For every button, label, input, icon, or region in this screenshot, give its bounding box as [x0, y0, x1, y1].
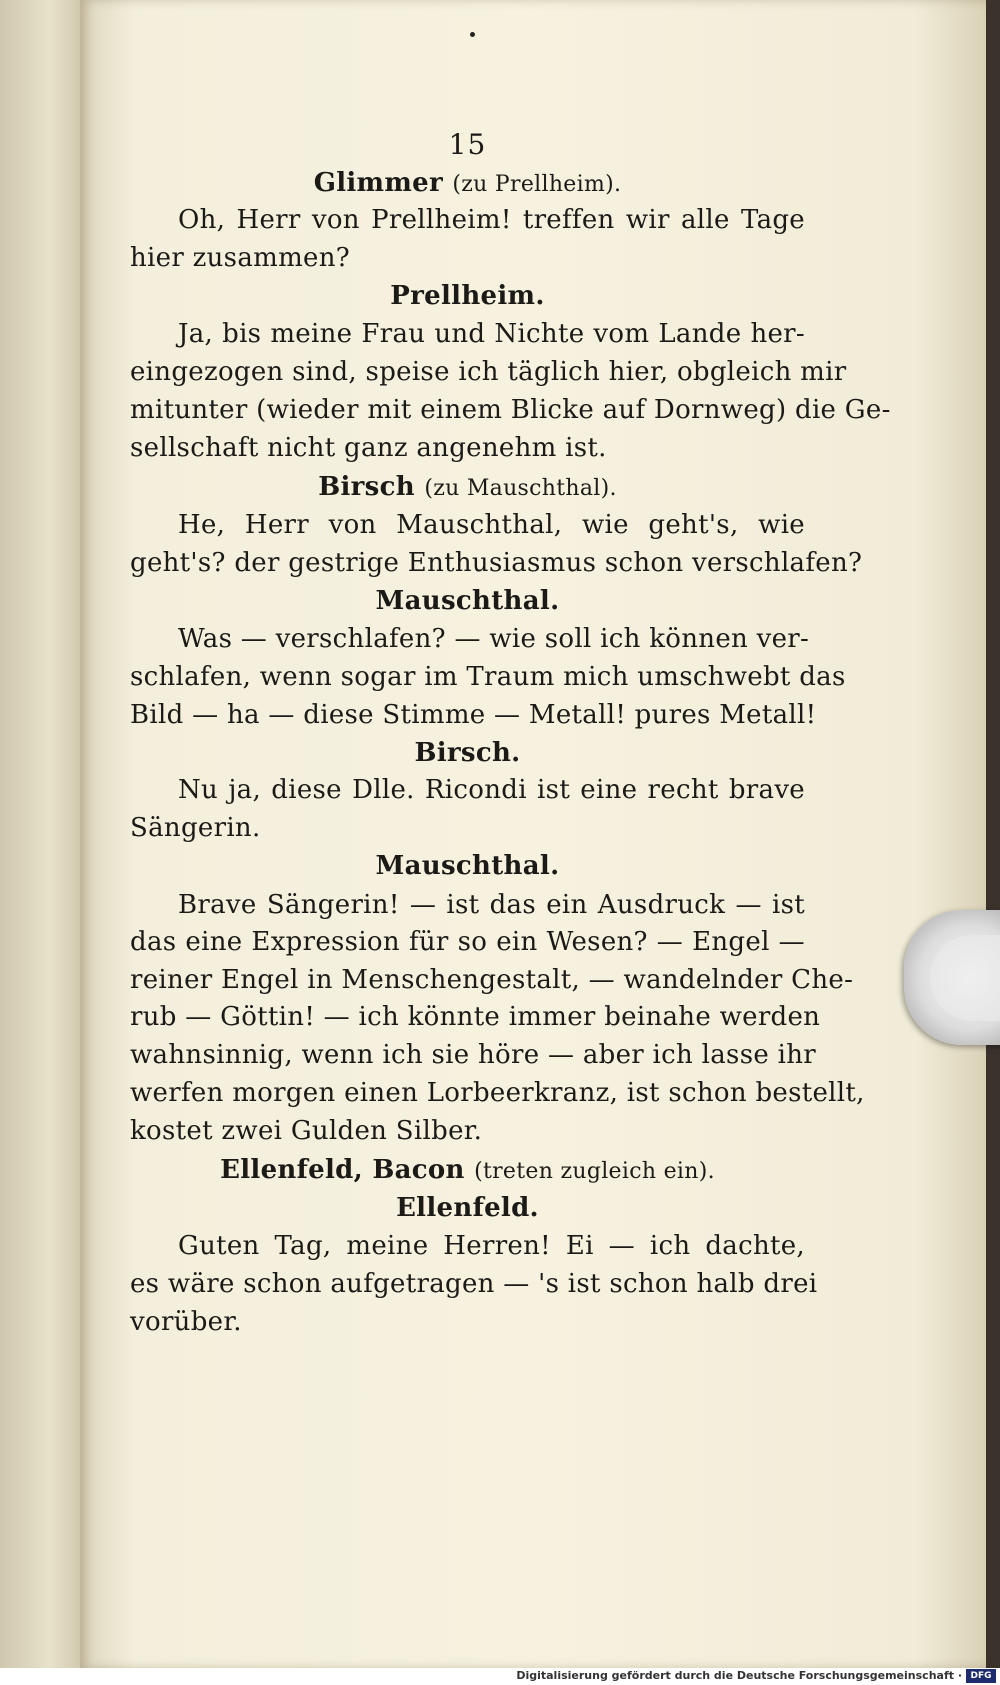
text-line: He, Herr von Mauschthal, wie geht's, wie [178, 510, 805, 540]
speaker-heading [130, 581, 805, 621]
text-line: sellschaft nicht ganz angenehm ist. [130, 433, 607, 463]
speaker-heading [130, 1150, 805, 1192]
speaker-name: Ellenfeld. [396, 1193, 539, 1223]
text-line: Was — verschlafen? — wie soll ich können ver- [178, 624, 810, 654]
speaker-heading [130, 1188, 805, 1228]
stage-direction: (zu Mauschthal). [424, 476, 617, 501]
speaker-heading [130, 733, 805, 773]
stage-direction: (treten zugleich ein). [474, 1159, 715, 1184]
text-line: vorüber. [130, 1307, 242, 1337]
page-number: 15 [448, 128, 487, 161]
text-line: Ja, bis meine Frau und Nichte vom Lande her- [178, 319, 805, 349]
text-line: mitunter (wieder mit einem Blicke auf Dornweg) die Ge- [130, 395, 891, 425]
text-line: Nu ja, diese Dlle. Ricondi ist eine recht brave [178, 775, 805, 805]
speaker-name: Ellenfeld, Bacon [220, 1155, 465, 1185]
text-line: kostet zwei Gulden Silber. [130, 1116, 483, 1146]
text-line: geht's? der gestrige Enthusiasmus schon verschlafen? [130, 548, 863, 578]
page-outer-edge [986, 0, 1000, 1668]
speaker-heading [130, 163, 805, 205]
text-line: Guten Tag, meine Herren! Ei — ich dachte, [178, 1231, 805, 1261]
footer-credit: Digitalisierung gefördert durch die Deutsche Forschungsgemeinschaft · [516, 1669, 962, 1682]
text-line: werfen morgen einen Lorbeerkranz, ist schon bestellt, [130, 1078, 865, 1108]
text-line: das eine Expression für so ein Wesen? — Engel — [130, 927, 805, 957]
dfg-logo: DFG [966, 1669, 996, 1683]
speaker-name: Glimmer [313, 168, 444, 198]
speaker-heading [130, 467, 805, 509]
text-line: Brave Sängerin! — ist das ein Ausdruck — ist [178, 890, 805, 920]
speaker-name: Prellheim. [390, 281, 545, 311]
text-line: Sängerin. [130, 813, 261, 843]
text-line: Oh, Herr von Prellheim! treffen wir alle Tage [178, 205, 805, 235]
speaker-name: Birsch [318, 472, 415, 502]
speaker-name: Birsch. [414, 738, 521, 768]
speaker-name: Mauschthal. [375, 586, 560, 616]
speaker-heading [130, 276, 805, 316]
text-line: Bild — ha — diese Stimme — Metall! pures Metall! [130, 700, 817, 730]
text-line: rub — Göttin! — ich könnte immer beinahe werden [130, 1002, 821, 1032]
text-line: es wäre schon aufgetragen — 's ist schon halb drei [130, 1269, 818, 1299]
speaker-heading [130, 846, 805, 886]
text-line: eingezogen sind, speise ich täglich hier, obgleich mir [130, 357, 847, 387]
facing-page-edge [0, 0, 90, 1668]
text-line: hier zusammen? [130, 243, 351, 273]
ink-dot [470, 32, 475, 37]
text-line: wahnsinnig, wenn ich sie höre — aber ich lasse ihr [130, 1040, 816, 1070]
text-line: reiner Engel in Menschengestalt, — wandelnder Che- [130, 965, 854, 995]
speaker-name: Mauschthal. [375, 851, 560, 881]
text-line: schlafen, wenn sogar im Traum mich umschwebt das [130, 662, 846, 692]
stage-direction: (zu Prellheim). [452, 172, 622, 197]
